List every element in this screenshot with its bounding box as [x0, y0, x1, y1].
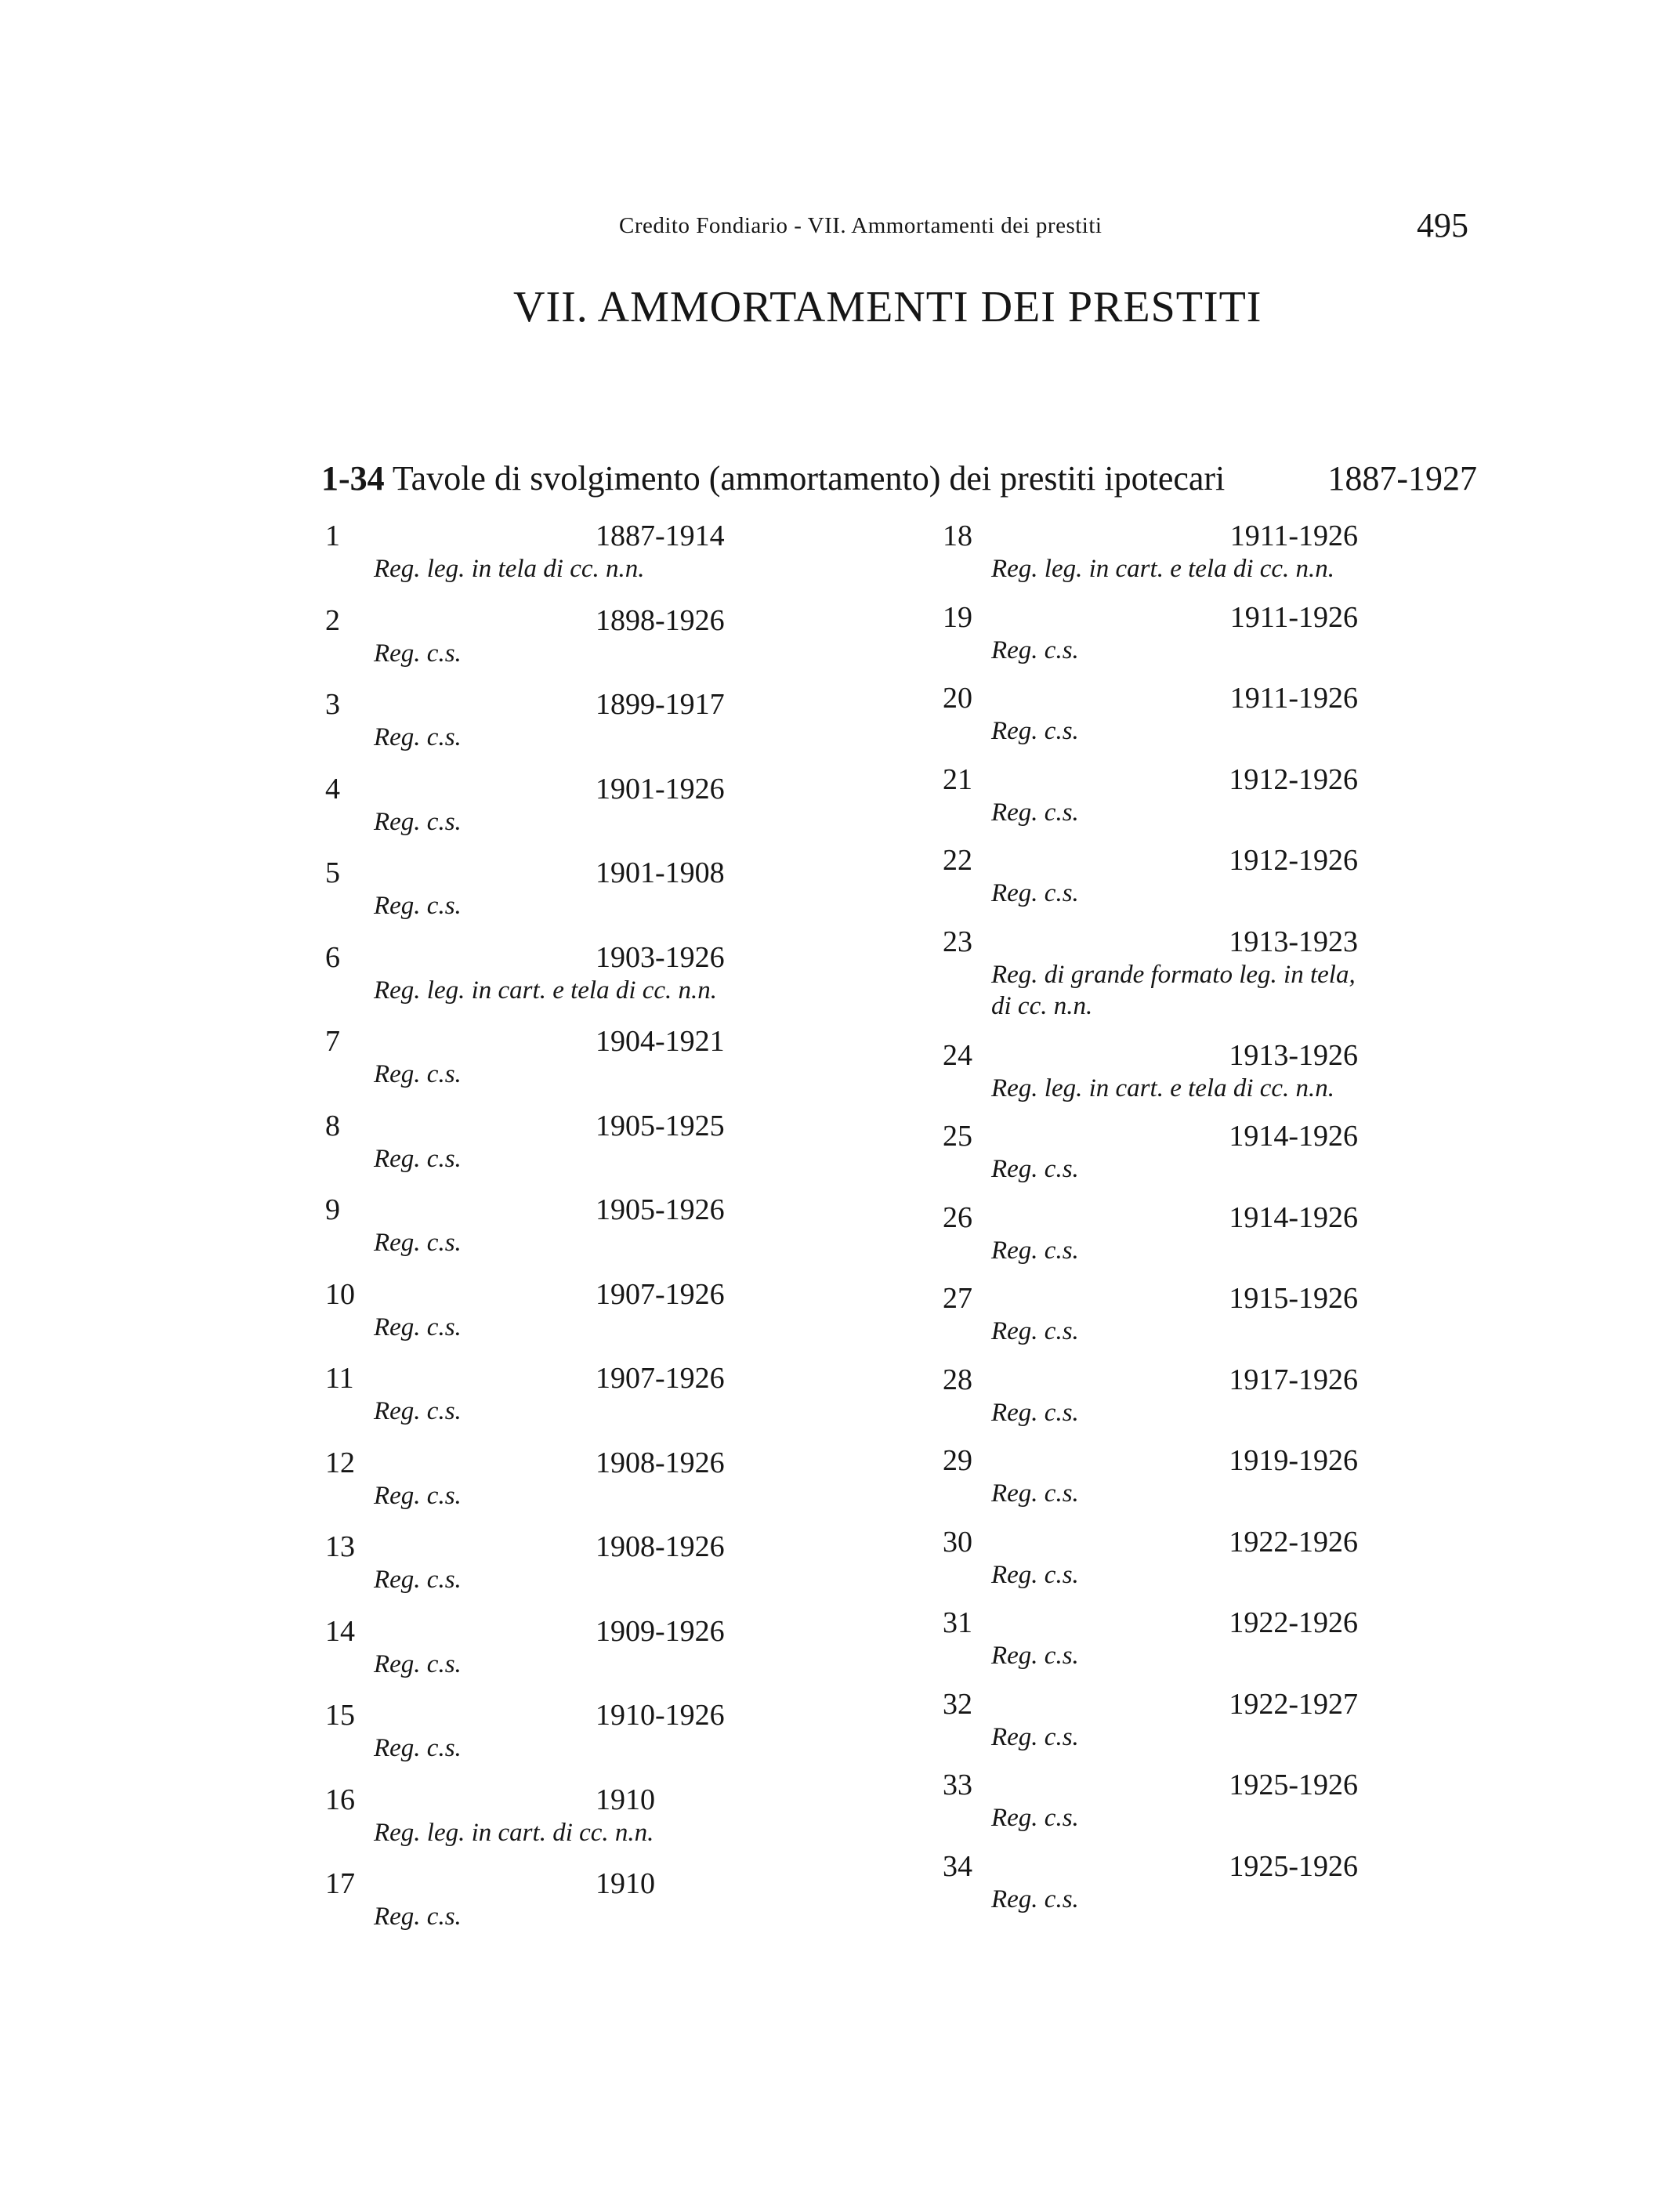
inventory-entry [943, 600, 1358, 682]
entry-number: 4 [325, 772, 340, 806]
series-heading [321, 458, 1477, 498]
entry-years: 1914-1926 [1229, 1120, 1358, 1153]
entry-description: Reg. c.s. [991, 798, 1079, 827]
entry-description: Reg. c.s. [374, 1144, 462, 1173]
inventory-entry [325, 940, 733, 1025]
entry-years: 1912-1926 [1229, 762, 1358, 796]
entry-years: 1908-1926 [596, 1530, 725, 1563]
entry-number: 30 [943, 1525, 972, 1559]
entry-years: 1915-1926 [1229, 1282, 1358, 1315]
entry-number: 21 [943, 762, 972, 796]
entry-number: 13 [325, 1530, 355, 1563]
entry-years: 1925-1926 [1229, 1849, 1358, 1883]
entry-description: Reg. leg. in tela di cc. n.n. [374, 555, 645, 583]
entry-description: Reg. c.s. [374, 1649, 462, 1678]
entry-years: 1922-1926 [1229, 1525, 1358, 1559]
entry-years: 1922-1926 [1229, 1606, 1358, 1639]
page-number: 495 [1417, 206, 1468, 244]
entry-number: 12 [325, 1446, 355, 1479]
entry-description: Reg. c.s. [991, 1642, 1079, 1670]
entry-number: 7 [325, 1025, 340, 1058]
inventory-entry [325, 1024, 733, 1109]
entry-number: 31 [943, 1606, 972, 1639]
entry-description: Reg. c.s. [374, 1734, 462, 1762]
entry-years: 1911-1926 [1229, 520, 1358, 552]
entry-description: Reg. c.s. [374, 1397, 462, 1425]
entry-description: Reg. c.s. [991, 1236, 1079, 1265]
entry-years: 1910 [596, 1783, 655, 1816]
entry-number: 22 [943, 844, 972, 877]
entry-description: Reg. c.s. [991, 635, 1079, 664]
inventory-entry [325, 772, 733, 856]
inventory-entry [943, 1200, 1358, 1282]
entry-description: Reg. c.s. [991, 1884, 1079, 1913]
entry-number: 5 [325, 856, 340, 889]
inventory-entry [325, 1783, 733, 1867]
entry-number: 10 [325, 1277, 355, 1311]
entry-years: 1914-1926 [1229, 1200, 1358, 1234]
entry-description: Reg. c.s. [374, 892, 462, 920]
entry-years: 1910 [596, 1867, 655, 1900]
inventory-entry [325, 1109, 733, 1193]
entry-years: 1901-1926 [596, 772, 725, 806]
running-head: Credito Fondiario - VII. Ammortamenti dei prestiti [619, 213, 1102, 238]
inventory-entry [943, 925, 1358, 1038]
entry-number: 33 [943, 1769, 972, 1801]
inventory-entry [325, 1361, 733, 1446]
inventory-entry [943, 1687, 1358, 1769]
entry-description: Reg. leg. in cart. e tela di cc. n.n. [374, 976, 718, 1005]
inventory-entry [325, 1614, 733, 1699]
entry-description: Reg. c.s. [374, 1312, 462, 1341]
series-dates: 1887-1927 [1327, 459, 1477, 498]
entry-years: 1919-1926 [1229, 1444, 1358, 1477]
entry-years: 1907-1926 [596, 1362, 725, 1395]
entry-years: 1913-1926 [1229, 1038, 1358, 1072]
entry-description: Reg. leg. in cart. e tela di cc. n.n. [991, 555, 1335, 583]
entry-number: 29 [943, 1444, 972, 1477]
inventory-entry [325, 1866, 733, 1951]
entry-years: 1912-1926 [1229, 844, 1358, 877]
entry-years: 1887-1914 [596, 520, 725, 552]
series-title: Tavole di svolgimento (ammortamento) dei prestiti ipotecari [392, 459, 1226, 498]
inventory-entry [943, 1119, 1358, 1200]
inventory-entry [943, 762, 1358, 844]
entry-number: 14 [325, 1614, 355, 1648]
entry-number: 9 [325, 1193, 340, 1226]
entry-number: 26 [943, 1200, 972, 1234]
entry-description: Reg. c.s. [991, 1317, 1079, 1345]
inventory-entry [325, 519, 733, 603]
inventory-entry [943, 1768, 1358, 1849]
entry-number: 28 [943, 1363, 972, 1396]
inventory-column-right [943, 519, 1358, 1930]
entry-description: Reg. c.s. [374, 1481, 462, 1510]
entry-description: Reg. c.s. [991, 1398, 1079, 1427]
entry-years: 1925-1926 [1229, 1769, 1358, 1801]
series-code: 1-34 [321, 459, 385, 498]
entry-years: 1903-1926 [596, 940, 725, 974]
inventory-entry [943, 1849, 1358, 1931]
entry-years: 1909-1926 [596, 1614, 725, 1648]
entry-years: 1922-1927 [1229, 1687, 1358, 1721]
entry-description: Reg. leg. in cart. di cc. n.n. [374, 1818, 654, 1847]
inventory-entry [943, 843, 1358, 925]
entry-number: 16 [325, 1783, 355, 1816]
entry-years: 1908-1926 [596, 1446, 725, 1479]
inventory-entry [325, 1530, 733, 1614]
entry-description: Reg. c.s. [374, 1903, 462, 1931]
entry-number: 20 [943, 682, 972, 715]
entry-description: Reg. c.s. [374, 807, 462, 836]
entry-number: 27 [943, 1282, 972, 1315]
entry-number: 2 [325, 603, 340, 637]
entry-description: Reg. c.s. [991, 1804, 1079, 1832]
inventory-entry [943, 1363, 1358, 1444]
entry-number: 17 [325, 1867, 355, 1900]
entry-number: 25 [943, 1120, 972, 1153]
entry-description: Reg. c.s. [991, 1155, 1079, 1183]
inventory-entry [943, 519, 1358, 600]
entry-number: 3 [325, 688, 340, 721]
entry-description: Reg. di grande formato leg. in tela, di cc. n.n. [991, 960, 1356, 1020]
entry-description: Reg. c.s. [991, 1722, 1079, 1751]
entry-years: 1901-1908 [596, 856, 725, 889]
entry-years: 1905-1926 [596, 1193, 725, 1226]
entry-description: Reg. c.s. [374, 1229, 462, 1257]
entry-years: 1911-1926 [1229, 682, 1358, 715]
entry-years: 1917-1926 [1229, 1363, 1358, 1396]
inventory-entry [325, 856, 733, 940]
inventory-entry [943, 681, 1358, 762]
inventory-entry [943, 1038, 1358, 1120]
entry-number: 11 [325, 1362, 354, 1395]
entry-number: 32 [943, 1687, 972, 1721]
entry-years: 1911-1926 [1229, 600, 1358, 634]
entry-number: 1 [325, 520, 340, 552]
entry-years: 1904-1921 [596, 1025, 725, 1058]
inventory-entry [325, 1277, 733, 1362]
inventory-entry [325, 687, 733, 772]
inventory-entry [943, 1606, 1358, 1687]
entry-number: 18 [943, 520, 972, 552]
entry-years: 1910-1926 [596, 1699, 725, 1732]
entry-years: 1913-1923 [1229, 925, 1358, 958]
inventory-entry [325, 1446, 733, 1530]
inventory-entry [943, 1281, 1358, 1363]
entry-number: 24 [943, 1038, 972, 1072]
inventory-entry [325, 603, 733, 688]
entry-description: Reg. c.s. [991, 717, 1079, 745]
inventory-column-left [325, 519, 733, 1951]
inventory-entry [325, 1698, 733, 1783]
inventory-entry [325, 1193, 733, 1277]
entry-description: Reg. c.s. [374, 723, 462, 751]
inventory-entry [943, 1525, 1358, 1606]
entry-description: Reg. c.s. [374, 1566, 462, 1594]
entry-number: 8 [325, 1109, 340, 1142]
entry-years: 1905-1925 [596, 1109, 725, 1142]
entry-description: Reg. c.s. [991, 1479, 1079, 1508]
entry-description: Reg. c.s. [991, 879, 1079, 907]
entry-years: 1907-1926 [596, 1277, 725, 1311]
entry-number: 15 [325, 1699, 355, 1732]
inventory-entry [943, 1443, 1358, 1525]
entry-description: Reg. c.s. [374, 639, 462, 668]
entry-description: Reg. c.s. [374, 1060, 462, 1088]
entry-number: 23 [943, 925, 972, 958]
entry-number: 34 [943, 1849, 972, 1883]
entry-description: Reg. leg. in cart. e tela di cc. n.n. [991, 1073, 1335, 1102]
entry-years: 1898-1926 [596, 603, 725, 637]
entry-number: 19 [943, 600, 972, 634]
chapter-title: VII. AMMORTAMENTI DEI PRESTITI [513, 283, 1262, 331]
entry-description: Reg. c.s. [991, 1560, 1079, 1589]
entry-years: 1899-1917 [596, 688, 725, 721]
entry-number: 6 [325, 940, 340, 974]
